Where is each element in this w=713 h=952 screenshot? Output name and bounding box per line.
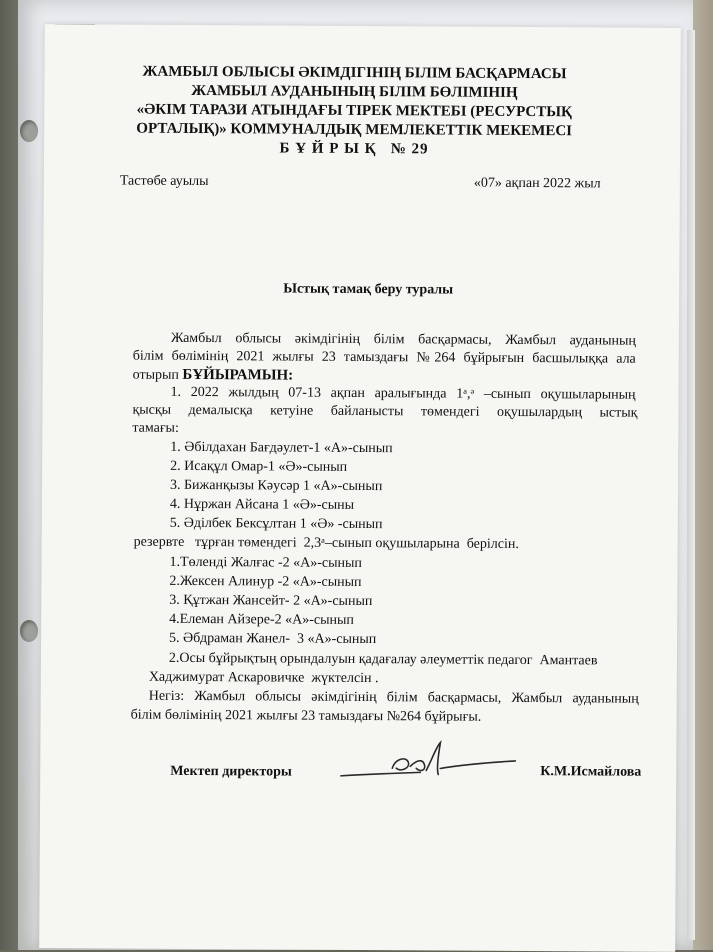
student-item: 1. Әбілдахан Бағдәулет-1 «А»-сынып	[170, 439, 393, 457]
order-verb: БҰЙЫРАМЫН:	[182, 366, 294, 384]
intro-line	[133, 366, 294, 386]
date: «07» ақпан 2022 жыл	[473, 175, 601, 192]
item1-line: 1. 2022 жылдың 07-13 ақпан аралығында 1ᵃ,ᵊ –сынып оқушыларының	[170, 384, 636, 403]
student-item: 4. Нұржан Айсана 1 «Ә»-сыны	[169, 496, 355, 513]
student-item: 3. Бижанқызы Кәусәр 1 «А»-сынып	[169, 477, 383, 495]
header-line: ОРТАЛЫҚ)» КОММУНАЛДЫҚ МЕМЛЕКЕТТІК МЕКЕМЕСІ	[136, 120, 573, 140]
director-name: К.М.Исмайлова	[540, 764, 642, 780]
reserve-student-item: 1.Төленді Жалғас -2 «А»-сынып	[169, 554, 362, 572]
basis-line: білім бөлімінің 2021 жылғы 23 тамыздағы №264 бұйрығы.	[130, 707, 482, 725]
reserve-student-item: 2.Жексен Алинур -2 «А»-сынып	[169, 573, 362, 591]
order-number: Б Ұ Й Р Ы Қ № 29	[279, 140, 429, 158]
item1-line: қысқы демалысқа кетуіне байланысты төмендегі оқушылардың ыстық	[132, 402, 638, 421]
document-title: Ыстық тамақ беру туралы	[283, 281, 454, 298]
director-signature	[340, 738, 520, 789]
director-position: Мектеп директоры	[170, 763, 292, 780]
intro-line: Жамбыл облысы әкімдігінің білім басқармасы, Жамбыл ауданының	[170, 330, 636, 349]
item2-line: 2.Осы бұйрықтың орындалуын қадағалау әлеуметтік педагог Амантаев	[168, 650, 598, 669]
back-pages-edge	[687, 30, 695, 940]
punch-hole	[20, 120, 38, 142]
header-line: «ӘКІМ ТАРАЗИ АТЫНДАҒЫ ТІРЕК МЕКТЕБІ (РЕСУРСТЫҚ	[136, 101, 572, 121]
reserve-student-item: 3. Құтжан Жансейт- 2 «А»-сынып	[169, 592, 373, 610]
place: Тастөбе ауылы	[119, 173, 209, 190]
basis-line: Негіз: Жамбыл облысы әкімдігінің білім басқармасы, Жамбыл ауданының	[148, 688, 639, 707]
order-document	[39, 24, 681, 952]
reserve-line: резервте тұрған төмендегі 2,3ᵃ–сынып оқушыларына берілсін.	[133, 534, 519, 552]
student-item: 5. Әділбек Бексұлтан 1 «Ә» -сынып	[169, 515, 383, 533]
item2-line: Хаджимурат Аскаровичке жүктелсін .	[148, 669, 379, 687]
reserve-student-item: 4.Елеман Айзере-2 «А»-сынып	[169, 611, 354, 628]
intro-line: білім бөлімінің 2021 жылғы 23 тамыздағы №264 бұйрығын басшылыққа ала	[132, 348, 636, 367]
student-item: 2. Исақұл Омар-1 «Ә»-сынып	[170, 458, 348, 475]
reserve-student-item: 5. Әбдраман Жанел- 3 «А»-сынып	[169, 630, 377, 648]
item1-line: тамағы:	[132, 420, 179, 436]
intro-prefix: отырып	[132, 367, 179, 383]
document-page	[39, 24, 681, 952]
punch-hole	[20, 620, 38, 642]
header-line: ЖАМБЫЛ ОБЛЫСЫ ӘКІМДІГІНІҢ БІЛІМ БАСҚАРМАСЫ	[142, 63, 567, 83]
header-line: ЖАМБЫЛ АУДАНЫНЫҢ БІЛІМ БӨЛІМІНІҢ	[191, 82, 518, 101]
